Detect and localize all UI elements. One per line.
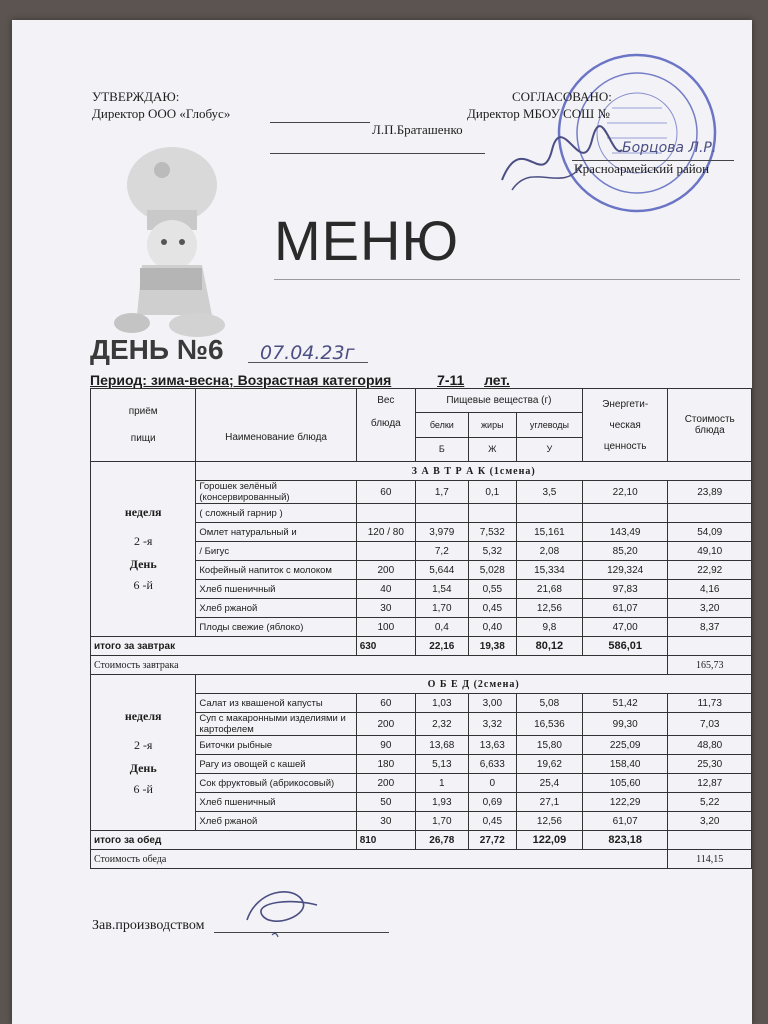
breakfast-total-f: 19,38 <box>468 637 516 656</box>
dish-c: 2,08 <box>516 542 582 561</box>
breakfast-section-title: З А В Т Р А К (1смена) <box>196 462 752 481</box>
dish-c: 3,5 <box>516 481 582 504</box>
dish-f: 13,63 <box>468 736 516 755</box>
lunch-side-day: День <box>129 760 157 775</box>
dish-c: 12,56 <box>516 599 582 618</box>
dish-name: ( сложный гарнир ) <box>196 504 356 523</box>
header-meal-bottom: пищи <box>130 433 156 444</box>
dish-name: Сок фруктовый (абрикосовый) <box>196 774 356 793</box>
header-energy-3: ценность <box>603 440 647 452</box>
dish-e: 122,29 <box>582 793 668 812</box>
period-suffix: лет. <box>484 372 510 388</box>
dish-weight: 60 <box>356 481 415 504</box>
breakfast-side-week-num: 2 -я <box>133 534 153 548</box>
dish-p: 0,4 <box>415 618 468 637</box>
dish-p: 2,32 <box>415 713 468 736</box>
header-nutrients: Пищевые вещества (г) <box>415 389 582 413</box>
dish-name: Хлеб ржаной <box>196 599 356 618</box>
dish-cost: 3,20 <box>668 599 752 618</box>
dish-e: 158,40 <box>582 755 668 774</box>
dish-p: 7,2 <box>415 542 468 561</box>
dish-f: 3,32 <box>468 713 516 736</box>
production-manager-signature-icon <box>232 880 332 940</box>
dish-p: 1 <box>415 774 468 793</box>
dish-e: 143,49 <box>582 523 668 542</box>
dish-p <box>415 504 468 523</box>
lunch-total-cost-empty <box>668 831 752 850</box>
header-cost-2: блюда <box>694 425 725 436</box>
header-fat: жиры <box>468 413 516 437</box>
header-protein: белки <box>415 413 468 437</box>
dish-weight: 50 <box>356 793 415 812</box>
dish-e: 105,60 <box>582 774 668 793</box>
dish-weight: 60 <box>356 694 415 713</box>
dish-f: 0,40 <box>468 618 516 637</box>
dish-p: 1,70 <box>415 812 468 831</box>
agree-handwritten-name: Борцова Л.Р. <box>622 140 717 156</box>
dish-f: 0 <box>468 774 516 793</box>
dish-cost: 25,30 <box>668 755 752 774</box>
header-dish: Наименование блюда <box>196 389 356 462</box>
agree-title: СОГЛАСОВАНО: <box>512 89 612 104</box>
dish-cost: 4,16 <box>668 580 752 599</box>
header-meal-top: приём <box>128 406 158 417</box>
lunch-cost-row <box>91 850 752 869</box>
dish-weight <box>356 504 415 523</box>
table-header-row <box>91 389 752 413</box>
dish-name: / Бигус <box>196 542 356 561</box>
dish-cost: 49,10 <box>668 542 752 561</box>
header-energy-2: ческая <box>609 419 641 431</box>
dish-p: 1,7 <box>415 481 468 504</box>
dish-name: Салат из квашеной капусты <box>196 694 356 713</box>
dish-cost: 3,20 <box>668 812 752 831</box>
dish-weight: 100 <box>356 618 415 637</box>
agree-role: Директор МБОУ СОШ № <box>467 106 610 121</box>
day-label: ДЕНЬ №6 <box>90 334 224 365</box>
period-age: 7-11 <box>437 372 465 388</box>
breakfast-cost-value: 165,73 <box>668 656 752 675</box>
breakfast-section-row <box>91 462 752 481</box>
breakfast-side-week: неделя <box>124 505 162 519</box>
dish-c: 25,4 <box>516 774 582 793</box>
dish-p: 5,644 <box>415 561 468 580</box>
dish-c: 16,536 <box>516 713 582 736</box>
dish-p: 5,13 <box>415 755 468 774</box>
director-signature-icon <box>492 120 632 200</box>
approve-title: УТВЕРЖДАЮ: <box>92 89 180 104</box>
dish-name: Биточки рыбные <box>196 736 356 755</box>
dish-c: 21,68 <box>516 580 582 599</box>
dish-e: 22,10 <box>582 481 668 504</box>
dish-f: 0,45 <box>468 599 516 618</box>
lunch-total-label: итого за обед <box>91 831 357 850</box>
dish-cost: 7,03 <box>668 713 752 736</box>
period-prefix: Период: зима-весна; Возрастная категория <box>90 372 392 388</box>
dish-name: Рагу из овощей с кашей <box>196 755 356 774</box>
dish-p: 1,03 <box>415 694 468 713</box>
breakfast-side-day-num: 6 -й <box>133 578 153 592</box>
dish-c: 9,8 <box>516 618 582 637</box>
dish-weight: 200 <box>356 561 415 580</box>
dish-cost: 48,80 <box>668 736 752 755</box>
dish-name: Кофейный напиток с молоком <box>196 561 356 580</box>
breakfast-total-weight: 630 <box>356 637 415 656</box>
title-underline <box>274 279 740 280</box>
dish-name: Хлеб ржаной <box>196 812 356 831</box>
dish-weight: 90 <box>356 736 415 755</box>
dish-f: 0,1 <box>468 481 516 504</box>
dish-c: 15,80 <box>516 736 582 755</box>
breakfast-cost-label: Стоимость завтрака <box>91 656 668 675</box>
dish-f: 0,55 <box>468 580 516 599</box>
menu-table <box>90 388 752 869</box>
dish-c: 12,56 <box>516 812 582 831</box>
dish-e: 129,324 <box>582 561 668 580</box>
dish-e: 61,07 <box>582 599 668 618</box>
dish-weight: 120 / 80 <box>356 523 415 542</box>
dish-name: Омлет натуральный и <box>196 523 356 542</box>
dish-cost: 54,09 <box>668 523 752 542</box>
dish-e: 99,30 <box>582 713 668 736</box>
dish-cost: 5,22 <box>668 793 752 812</box>
dish-name: Суп с макаронными изделиями и картофелем <box>196 713 356 736</box>
breakfast-side-day: День <box>129 557 157 571</box>
breakfast-total-row <box>91 637 752 656</box>
dish-e <box>582 504 668 523</box>
lunch-section-title: О Б Е Д (2смена) <box>196 675 752 694</box>
breakfast-total-c: 80,12 <box>516 637 582 656</box>
lunch-total-weight: 810 <box>356 831 415 850</box>
dish-e: 225,09 <box>582 736 668 755</box>
chef-illustration-icon <box>102 140 252 340</box>
lunch-side-week: неделя <box>124 708 162 723</box>
header-weight-bottom: блюда <box>370 418 401 429</box>
dish-c: 27,1 <box>516 793 582 812</box>
breakfast-total-cost-empty <box>668 637 752 656</box>
header-protein-abbr: Б <box>415 437 468 461</box>
dish-f: 0,45 <box>468 812 516 831</box>
agreement-block <box>467 88 757 122</box>
breakfast-cost-row <box>91 656 752 675</box>
dish-e: 61,07 <box>582 812 668 831</box>
approve-role: Директор ООО «Глобус» <box>92 106 231 121</box>
dish-f: 0,69 <box>468 793 516 812</box>
lunch-side-day-num: 6 -й <box>133 781 153 796</box>
approve-name: Л.П.Браташенко <box>372 122 463 137</box>
breakfast-side-cell <box>91 462 196 637</box>
dish-c <box>516 504 582 523</box>
dish-f: 6,633 <box>468 755 516 774</box>
dish-e: 97,83 <box>582 580 668 599</box>
dish-cost: 22,92 <box>668 561 752 580</box>
footer-label: Зав.производством <box>92 918 205 933</box>
dish-e: 47,00 <box>582 618 668 637</box>
date-underline <box>248 362 368 363</box>
dish-p: 13,68 <box>415 736 468 755</box>
dish-cost: 8,37 <box>668 618 752 637</box>
lunch-total-p: 26,78 <box>415 831 468 850</box>
dish-e: 85,20 <box>582 542 668 561</box>
dish-c: 5,08 <box>516 694 582 713</box>
dish-weight: 40 <box>356 580 415 599</box>
lunch-total-e: 823,18 <box>582 831 668 850</box>
dish-cost: 23,89 <box>668 481 752 504</box>
header-weight-top: Вес <box>377 395 395 406</box>
dish-f: 5,32 <box>468 542 516 561</box>
lunch-total-row <box>91 831 752 850</box>
lunch-section-row <box>91 675 752 694</box>
approve-line-2 <box>270 153 485 154</box>
dish-weight: 200 <box>356 774 415 793</box>
lunch-side-cell <box>91 675 196 831</box>
header-energy-1: Энергети- <box>602 398 649 410</box>
dish-weight <box>356 542 415 561</box>
day-date-handwritten: 07.04.23г <box>260 342 355 364</box>
dish-c: 15,161 <box>516 523 582 542</box>
dish-weight: 200 <box>356 713 415 736</box>
agree-district: Красноармейский район <box>574 161 710 176</box>
lunch-total-c: 122,09 <box>516 831 582 850</box>
dish-f <box>468 504 516 523</box>
header-carbs: углеводы <box>516 413 582 437</box>
dish-c: 15,334 <box>516 561 582 580</box>
dish-weight: 180 <box>356 755 415 774</box>
dish-f: 3,00 <box>468 694 516 713</box>
dish-name: Хлеб пшеничный <box>196 580 356 599</box>
menu-sheet <box>12 20 752 1024</box>
approve-signature-line <box>270 122 370 123</box>
dish-p: 3,979 <box>415 523 468 542</box>
breakfast-total-p: 22,16 <box>415 637 468 656</box>
dish-cost: 12,87 <box>668 774 752 793</box>
dish-name: Хлеб пшеничный <box>196 793 356 812</box>
dish-e: 51,42 <box>582 694 668 713</box>
breakfast-total-e: 586,01 <box>582 637 668 656</box>
dish-name: Плоды свежие (яблоко) <box>196 618 356 637</box>
dish-cost: 11,73 <box>668 694 752 713</box>
period-line <box>90 372 750 388</box>
dish-f: 7,532 <box>468 523 516 542</box>
dish-p: 1,54 <box>415 580 468 599</box>
lunch-total-f: 27,72 <box>468 831 516 850</box>
lunch-cost-label: Стоимость обеда <box>91 850 668 869</box>
dish-weight: 30 <box>356 812 415 831</box>
header-fat-abbr: Ж <box>468 437 516 461</box>
header-carbs-abbr: У <box>516 437 582 461</box>
dish-name: Горошек зелёный (консервированный) <box>196 481 356 504</box>
page-title: МЕНЮ <box>274 209 460 272</box>
header-cost-1: Стоимость <box>684 414 735 425</box>
dish-cost <box>668 504 752 523</box>
dish-f: 5,028 <box>468 561 516 580</box>
lunch-side-week-num: 2 -я <box>133 737 153 752</box>
approval-block <box>92 88 230 122</box>
dish-p: 1,70 <box>415 599 468 618</box>
lunch-cost-value: 114,15 <box>668 850 752 869</box>
dish-weight: 30 <box>356 599 415 618</box>
breakfast-total-label: итого за завтрак <box>91 637 357 656</box>
dish-p: 1,93 <box>415 793 468 812</box>
dish-c: 19,62 <box>516 755 582 774</box>
